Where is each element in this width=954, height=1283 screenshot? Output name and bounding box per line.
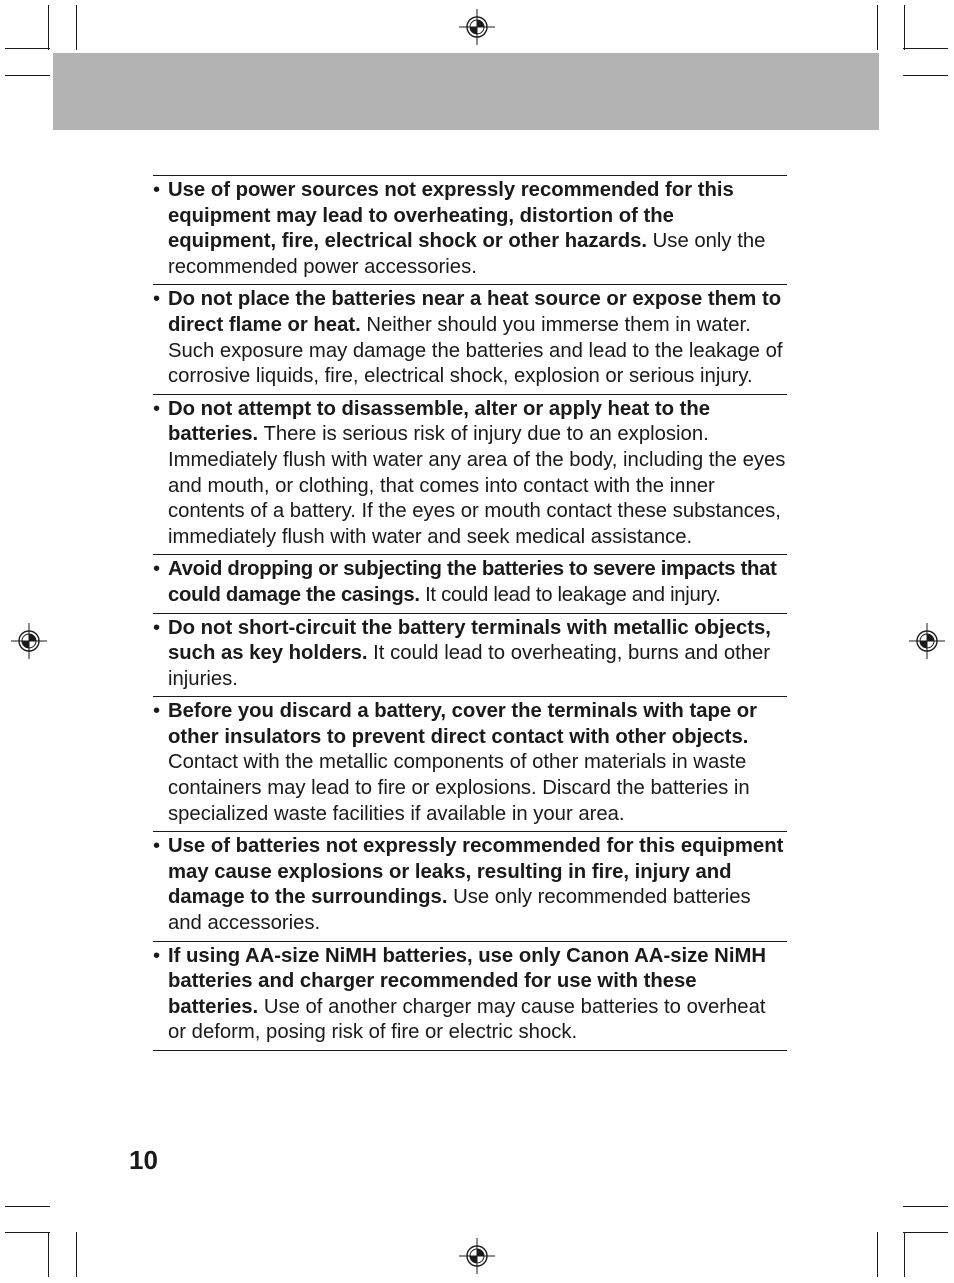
warning-text: Neither should you immerse them in water. Such exposure may damage the batteries and lead to the leakage of corrosive liquids, fire, electrical shock, explosion or serious injury. [168, 313, 783, 388]
bullet: • [153, 944, 161, 967]
warning-list [153, 175, 787, 1051]
warning-item [153, 285, 787, 394]
warning-item [153, 832, 787, 941]
warning-item [153, 176, 787, 285]
warning-heading: Do not attempt to disassemble, alter or apply heat to the batteries. [168, 397, 711, 446]
bullet: • [153, 700, 161, 723]
bullet: • [153, 616, 161, 639]
warning-text: Use only recommended batteries and accessories. [168, 886, 751, 935]
header-banner [53, 53, 879, 130]
registration-mark-icon [459, 1238, 495, 1274]
page-number: 10 [129, 1145, 158, 1175]
bullet: • [153, 179, 161, 201]
warning-text: There is serious risk of injury due to an explosion. Immediately flush with water any area of the body, including the eyes and mouth, or clothing, that comes into contact with the inner contents of a battery. If the eyes or mouth contact these substances, immediately flush with water and seek medical assistance. [168, 423, 786, 548]
warning-item [153, 697, 787, 832]
bullet: • [153, 397, 161, 420]
warning-heading: Use of batteries not expressly recommended for this equipment may cause explosions or leaks, resulting in fire, injury and damage to the surroundings. [168, 835, 784, 909]
registration-mark-icon [459, 9, 495, 45]
warning-item [153, 555, 787, 613]
warning-text: Use only the recommended power accessories. [168, 230, 766, 278]
bullet: • [153, 835, 161, 858]
warning-text: Use of another charger may cause batteries to overheat or deform, posing risk of fire or electric shock. [168, 995, 766, 1044]
warning-item [153, 942, 787, 1051]
warning-heading: Do not place the batteries near a heat source or expose them to direct flame or heat. [168, 288, 782, 336]
warning-heading: Avoid dropping or subjecting the batteries to severe impacts that could damage the casings. [168, 558, 777, 606]
bullet: • [153, 558, 160, 581]
warning-item [153, 395, 787, 556]
warning-text: It could lead to overheating, burns and other injuries. [168, 642, 771, 690]
warning-heading: Before you discard a battery, cover the terminals with tape or other insulators to prevent direct contact with other objects. [168, 700, 758, 748]
warning-text: It could lead to leakage and injury. [419, 583, 721, 606]
bullet: • [153, 288, 161, 311]
warning-text: Contact with the metallic components of other materials in waste containers may lead to fire or explosions. Discard the batteries in specialized waste facilities if available in your area. [168, 751, 750, 825]
warning-heading: Use of power sources not expressly recommended for this equipment may lead to overheating, distortion of the equipment, fire, electrical shock or other hazards. [168, 179, 734, 253]
warning-heading: Do not short-circuit the battery terminals with metallic objects, such as key holders. [168, 616, 771, 665]
warning-heading: If using AA-size NiMH batteries, use only Canon AA-size NiMH batteries and charger recommended for use with these batteries. [168, 944, 766, 1018]
warning-item [153, 614, 787, 698]
registration-mark-icon [11, 623, 47, 659]
registration-mark-icon [909, 623, 945, 659]
